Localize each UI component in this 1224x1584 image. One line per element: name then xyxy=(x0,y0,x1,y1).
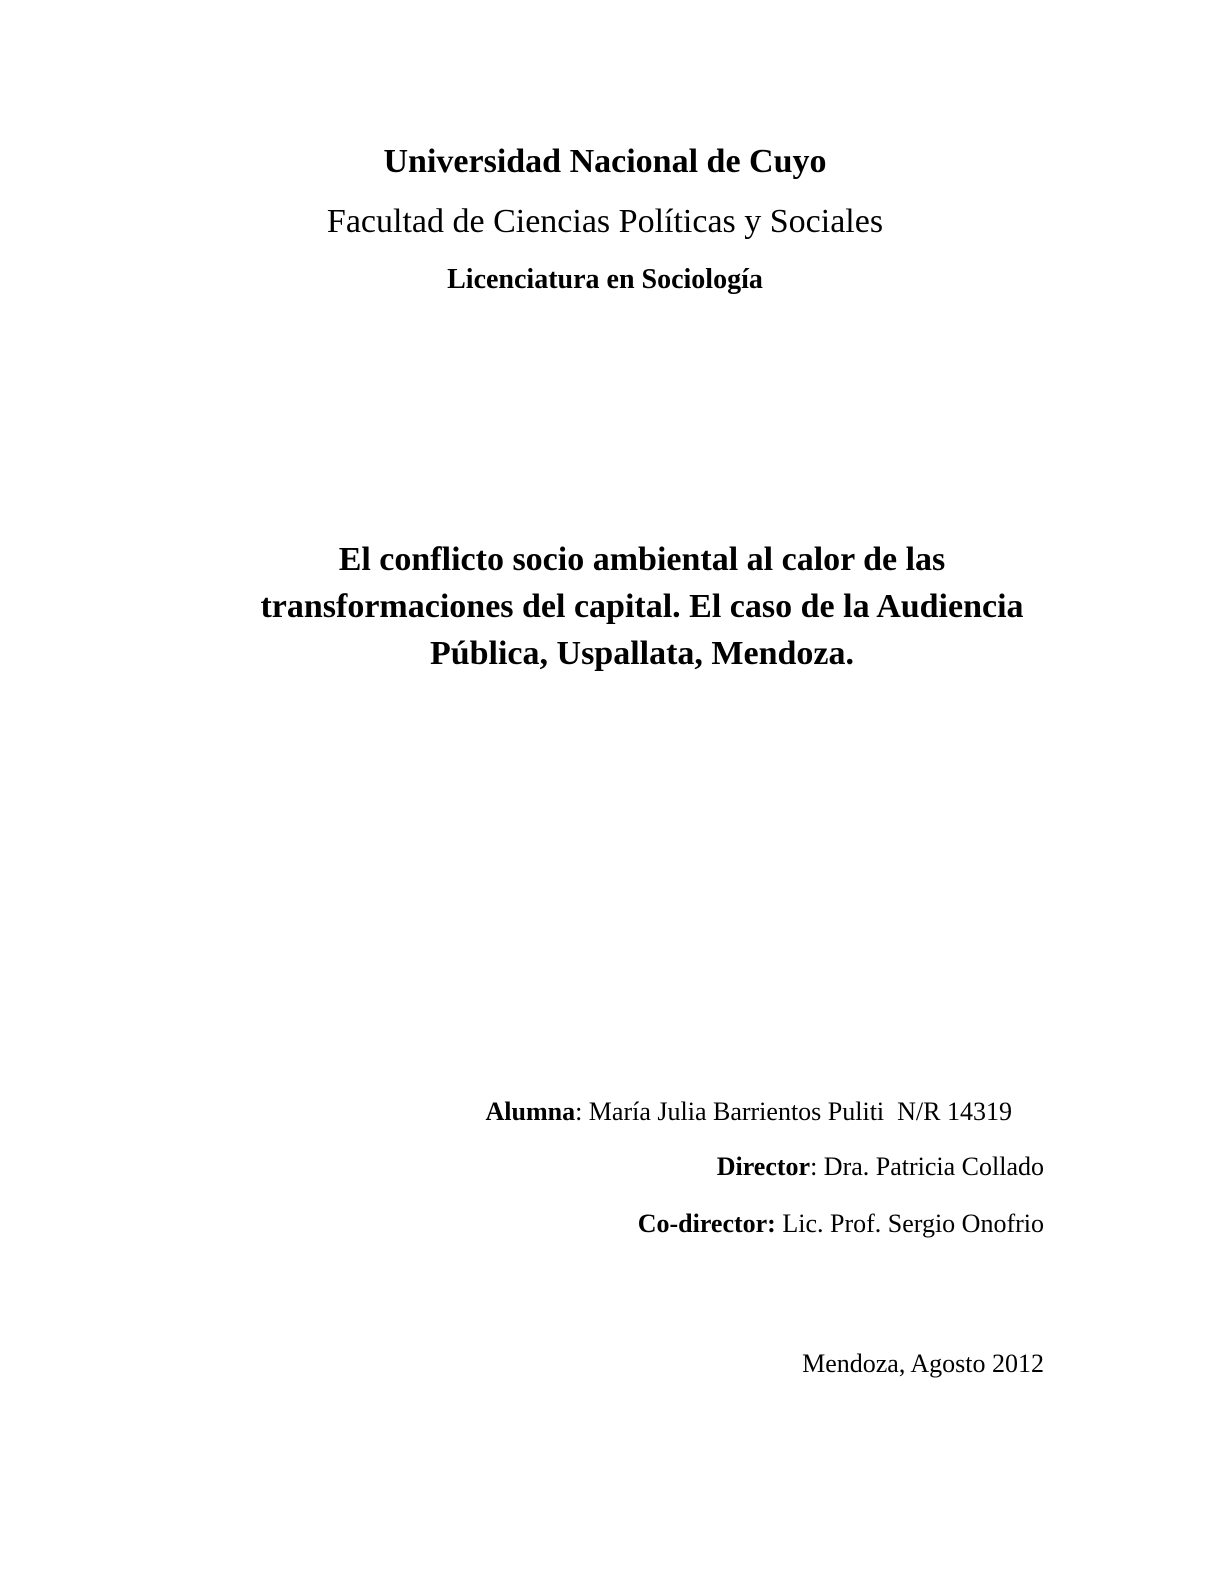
codirector-value: Lic. Prof. Sergio Onofrio xyxy=(775,1209,1044,1238)
director-value: : Dra. Patricia Collado xyxy=(810,1152,1044,1181)
director-credit xyxy=(717,1150,1044,1184)
faculty-name: Facultad de Ciencias Políticas y Sociales xyxy=(326,203,884,240)
director-label: Director xyxy=(716,1152,811,1181)
thesis-title-line-2: transformaciones del capital. El caso de la Audiencia xyxy=(260,588,1024,625)
student-label: Alumna xyxy=(485,1097,576,1126)
thesis-title-line-3: Pública, Uspallata, Mendoza. xyxy=(429,635,855,672)
thesis-title-line-1: El conflicto socio ambiental al calor de las xyxy=(338,541,946,578)
student-value: : María Julia Barrientos Puliti N/R 14319 xyxy=(575,1097,1012,1126)
degree-name: Licenciatura en Sociología xyxy=(447,264,763,295)
thesis-title xyxy=(0,536,1224,677)
student-credit xyxy=(486,1095,1013,1129)
place-date: Mendoza, Agosto 2012 xyxy=(802,1349,1044,1378)
university-name: Universidad Nacional de Cuyo xyxy=(383,143,827,180)
codirector-credit xyxy=(638,1207,1044,1241)
codirector-label: Co-director: xyxy=(637,1209,776,1238)
